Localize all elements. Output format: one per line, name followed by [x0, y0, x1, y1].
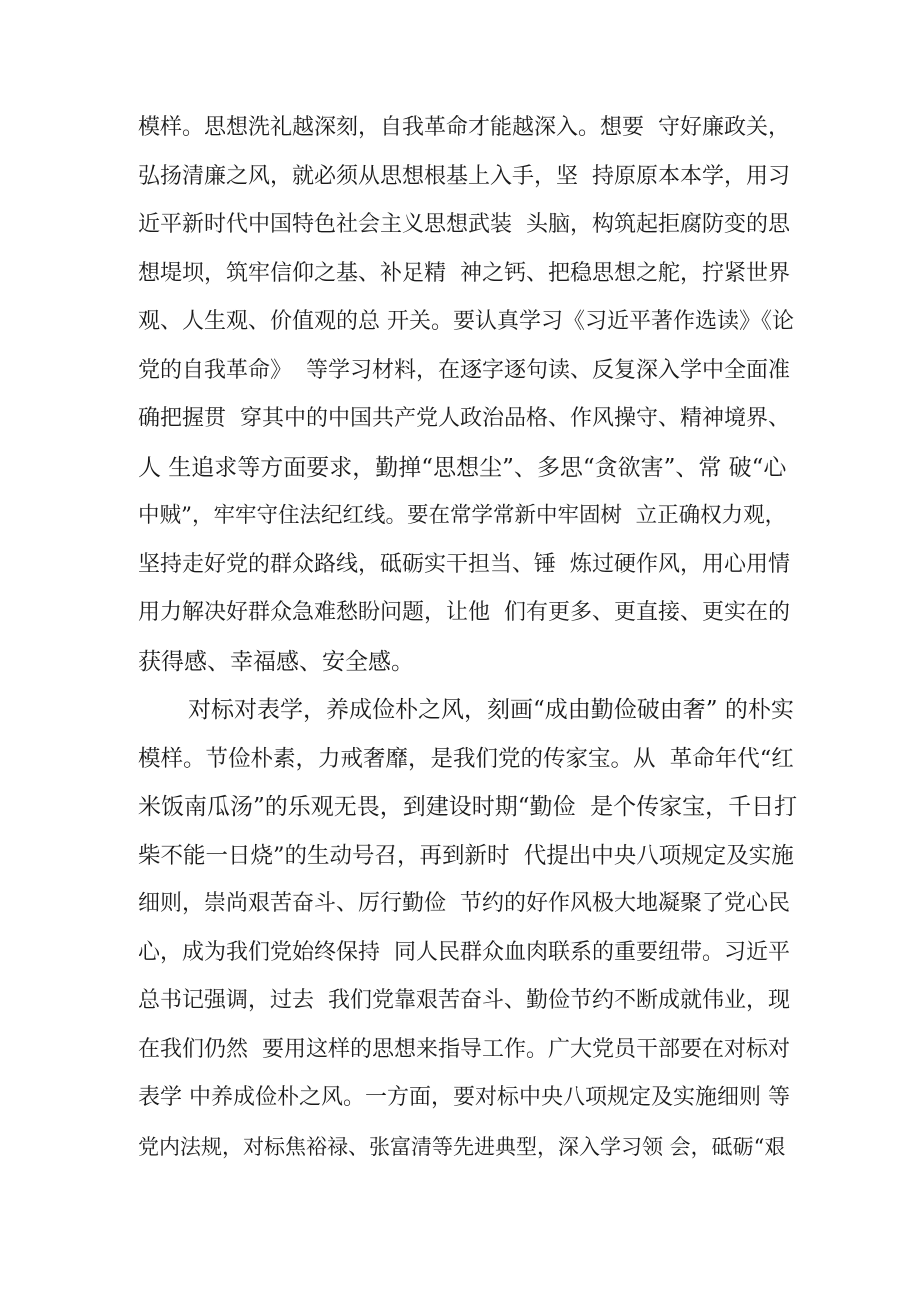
text-line: 获得感、幸福感、安全感。 [138, 648, 414, 675]
text-line: 弘扬清廉之风，就必须从思想根基上入手，坚 持原原本本学，用习 [138, 163, 790, 189]
text-line: 近平新时代中国特色社会主义思想武装 头脑，构筑起拒腐防变的思 [138, 212, 790, 237]
text-line: 柴不能一日烧”的生动号召，再到新时 代提出中央八项规定及实施 [138, 842, 794, 869]
text-line: 模样。节俭朴素，力戒奢靡，是我们党的传家宝。从 革命年代“红 [138, 745, 794, 772]
text-line: 细则，崇尚艰苦奋斗、厉行勤俭 节约的好作风极大地凝聚了党心民 [138, 891, 790, 916]
text-line: 米饭南瓜汤”的乐观无畏，到建设时期“勤俭 是个传家宝，千日打 [138, 794, 798, 820]
text-line: 总书记强调，过去 我们党靠艰苦奋斗、勤俭节约不断成就伟业，现 [138, 988, 790, 1013]
text-line: 观、人生观、价值观的总 开关。要认真学习《习近平著作选读》《论 [138, 309, 794, 334]
text-line: 心，成为我们党始终保持 同人民群众血肉联系的重要纽带。习近平 [138, 939, 790, 965]
text-line: 模样。思想洗礼越深刻，自我革命才能越深入。想要 守好廉政关， [138, 115, 790, 140]
text-line: 用力解决好群众急难愁盼问题，让他 们有更多、更直接、更实在的 [138, 600, 790, 625]
body-text [138, 104, 798, 1171]
text-line: 表学 中养成俭朴之风。一方面，要对标中央八项规定及实施细则 等 [138, 1085, 790, 1110]
text-line: 对标对表学，养成俭朴之风，刻画“成由勤俭破由奢” 的朴实 [188, 697, 794, 723]
text-line: 坚持走好党的群众路线，砥砺实干担当、锤 炼过硬作风，用心用情 [138, 551, 790, 577]
text-line: 党内法规，对标焦裕禄、张富清等先进典型，深入学习领 会，砥砺“艰 [138, 1134, 786, 1159]
text-line: 人 生追求等方面要求，勤掸“思想尘”、多思“贪欲害”、常 破“心 [138, 454, 787, 481]
text-line: 想堤坝，筑牢信仰之基、补足精 神之钙、把稳思想之舵，拧紧世界 [138, 260, 790, 286]
text-line: 中贼”，牢牢守住法纪红线。要在常学常新中牢固树 立正确权力观， [138, 503, 787, 528]
text-line: 党的自我革命》 等学习材料，在逐字逐句读、反复深入学中全面准 [138, 357, 790, 383]
text-line: 在我们仍然 要用这样的思想来指导工作。广大党员干部要在对标对 [138, 1036, 790, 1062]
text-line: 确把握贯 穿其中的中国共产党人政治品格、作风操守、精神境界、 [138, 406, 790, 431]
